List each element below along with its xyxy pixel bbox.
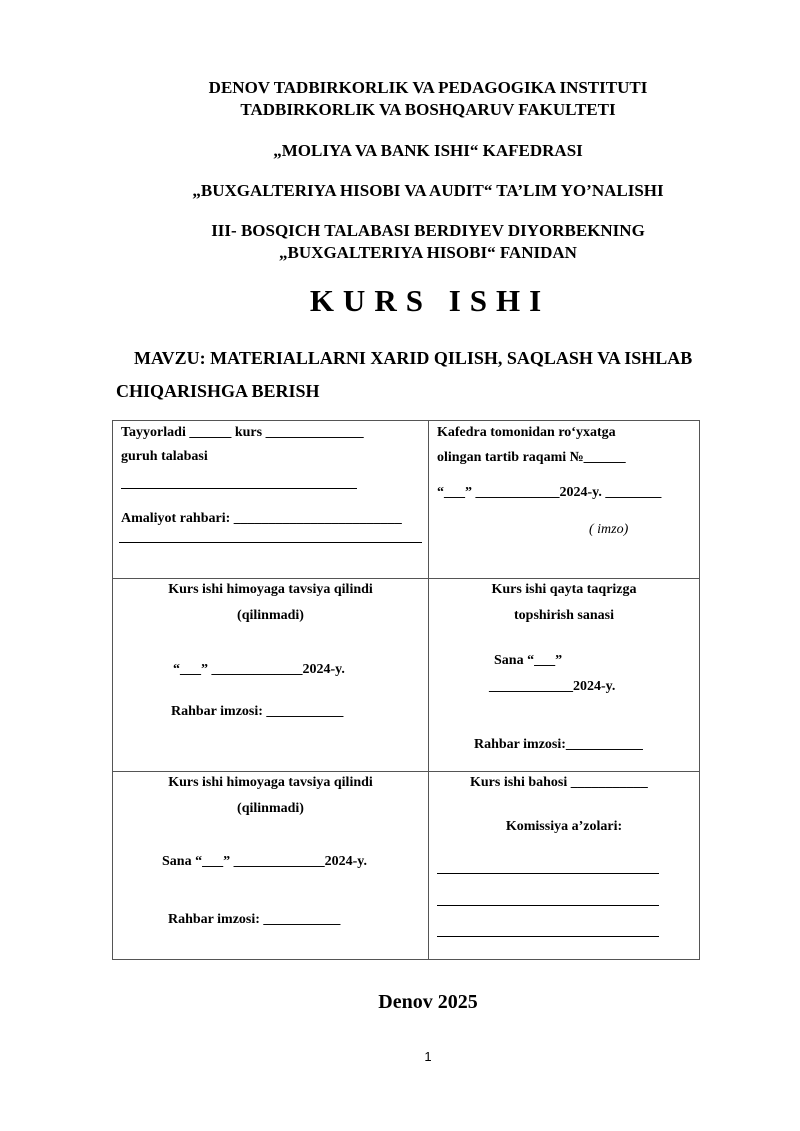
resubmission-label: Kurs ishi qayta taqrizga — [491, 582, 637, 597]
registration-student-cell — [113, 421, 429, 579]
topic-line-2: CHIQARISHGA BERISH — [116, 381, 320, 401]
final-not-recommended-label: (qilinmadi) — [237, 801, 304, 816]
institute-name: DENOV TADBIRKORLIK VA PEDAGOGIKA INSTITUTI — [208, 78, 648, 97]
defense-recommended-label: Kurs ishi himoyaga tavsiya qilindi — [168, 582, 373, 597]
commission-member-line-1[interactable] — [437, 873, 659, 874]
city-year-footer: Denov 2025 — [378, 991, 478, 1013]
page-number: 1 — [424, 1049, 432, 1064]
course-work-form — [112, 420, 700, 960]
resubmission-supervisor-signature[interactable]: Rahbar imzosi:___________ — [474, 737, 643, 752]
commission-member-line-2[interactable] — [437, 905, 659, 906]
final-defense-cell — [113, 772, 429, 960]
final-date-field[interactable]: Sana “___” _____________2024-y. — [162, 854, 367, 869]
student-line: III- BOSQICH TALABASI BERDIYEV DIYORBEKNING — [211, 221, 645, 240]
document-title: KURS ISHI — [309, 283, 551, 318]
resubmission-cell — [429, 579, 700, 772]
prepared-by-field[interactable]: Tayyorladi ______ kurs ______________ — [121, 425, 364, 440]
defense-not-recommended-label: (qilinmadi) — [237, 608, 304, 623]
student-name-line[interactable] — [121, 488, 357, 489]
registration-department-cell — [429, 421, 700, 579]
resubmission-year-field[interactable]: ____________2024-y. — [489, 679, 616, 694]
defense-date-field[interactable]: “___” _____________2024-y. — [173, 662, 345, 677]
study-direction: „BUXGALTERIYA HISOBI VA AUDIT“ TA’LIM YO’NALISHI — [192, 181, 664, 200]
defense-recommendation-cell — [113, 579, 429, 772]
submission-date-label: topshirish sanasi — [514, 608, 614, 623]
registration-date-field[interactable]: “___” ____________2024-y. ________ — [437, 485, 662, 500]
resubmission-date-field[interactable]: Sana “___” — [494, 653, 563, 668]
registration-number-field[interactable]: olingan tartib raqami №______ — [437, 450, 626, 465]
department-name: „MOLIYA VA BANK ISHI“ KAFEDRASI — [273, 141, 583, 160]
faculty-name: TADBIRKORLIK VA BOSHQARUV FAKULTETI — [240, 100, 616, 119]
final-supervisor-signature[interactable]: Rahbar imzosi: ___________ — [168, 912, 341, 927]
signature-caption: ( imzo) — [589, 522, 629, 537]
commission-member-line-3[interactable] — [437, 936, 659, 937]
topic-line-1: MAVZU: MATERIALLARNI XARID QILISH, SAQLASH VA ISHLAB — [134, 348, 693, 368]
supervisor-name-line[interactable] — [119, 542, 422, 543]
subject-line: „BUXGALTERIYA HISOBI“ FANIDAN — [279, 243, 577, 262]
registration-label: Kafedra tomonidan ro‘yxatga — [437, 425, 616, 440]
course-grade-field[interactable]: Kurs ishi bahosi ___________ — [470, 775, 648, 790]
supervisor-field[interactable]: Amaliyot rahbari: ________________________ — [121, 511, 402, 526]
grade-commission-cell — [429, 772, 700, 960]
commission-members-label: Komissiya a’zolari: — [505, 819, 623, 834]
defense-supervisor-signature[interactable]: Rahbar imzosi: ___________ — [171, 704, 344, 719]
final-recommended-label: Kurs ishi himoyaga tavsiya qilindi — [168, 775, 373, 790]
group-student-label: guruh talabasi — [121, 449, 208, 464]
